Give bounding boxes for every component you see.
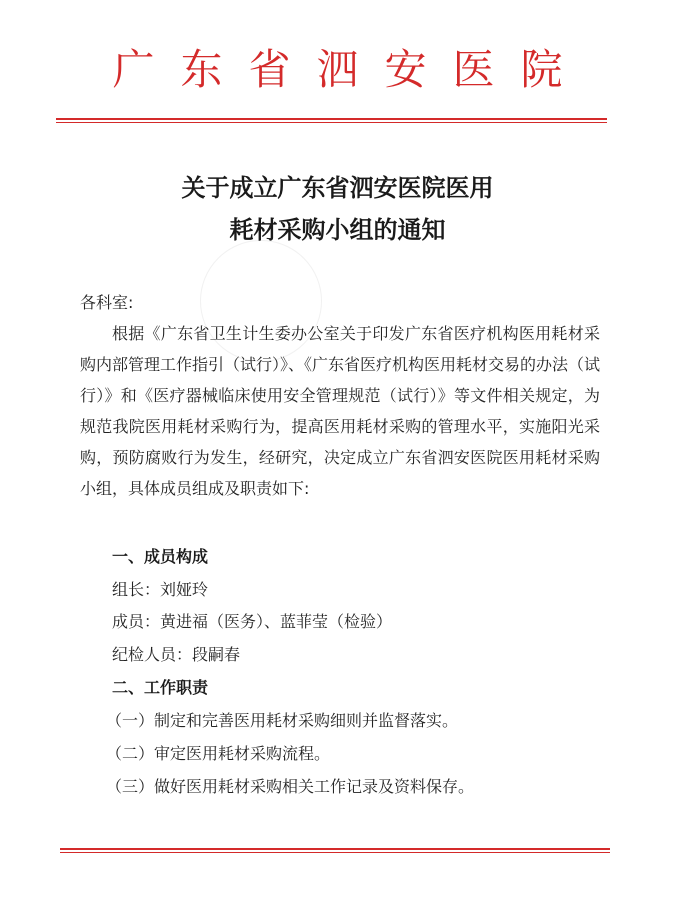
document-title-line-1: 关于成立广东省泗安医院医用 [181,173,494,202]
duty-item-1: （一）制定和完善医用耗材采购细则并监督落实。 [106,711,459,730]
duty-item-2: （二）审定医用耗材采购流程。 [106,744,331,763]
footer-rule-thick [60,848,610,850]
letterhead-title: 广东省泗安医院 [112,45,589,94]
section-heading-members: 一、成员构成 [112,547,209,566]
document-title-line-2: 耗材采购小组的通知 [229,215,446,244]
leader-line: 组长：刘娅玲 [112,580,209,599]
duty-item-3: （三）做好医用耗材采购相关工作记录及资料保存。 [106,777,475,796]
letterhead-rule-thin [56,122,607,123]
footer-rule-thin [60,852,610,853]
letterhead-rule-thick [56,118,607,120]
members-line: 成员：黄进福（医务）、蓝菲莹（检验） [112,612,393,631]
section-heading-duties: 二、工作职责 [112,678,209,697]
discipline-line: 纪检人员：段嗣春 [112,645,241,664]
salutation: 各科室: [80,293,134,312]
body-paragraph: 根据《广东省卫生计生委办公室关于印发广东省医疗机构医用耗材采购内部管理工作指引（试行）》、《广东省医疗机构医用耗材交易的办法（试行）》和《医疗器械临床使用安全管理规范（试行）》等文件相关规定，为规范我院医用耗材采购行为，提高医用耗材采购的管理水平，实施阳光采购，预防腐败行为发生，经研究，决定成立广东省泗安医院医用耗材采购小组，具体成员组成及职责如下: [80,324,601,498]
